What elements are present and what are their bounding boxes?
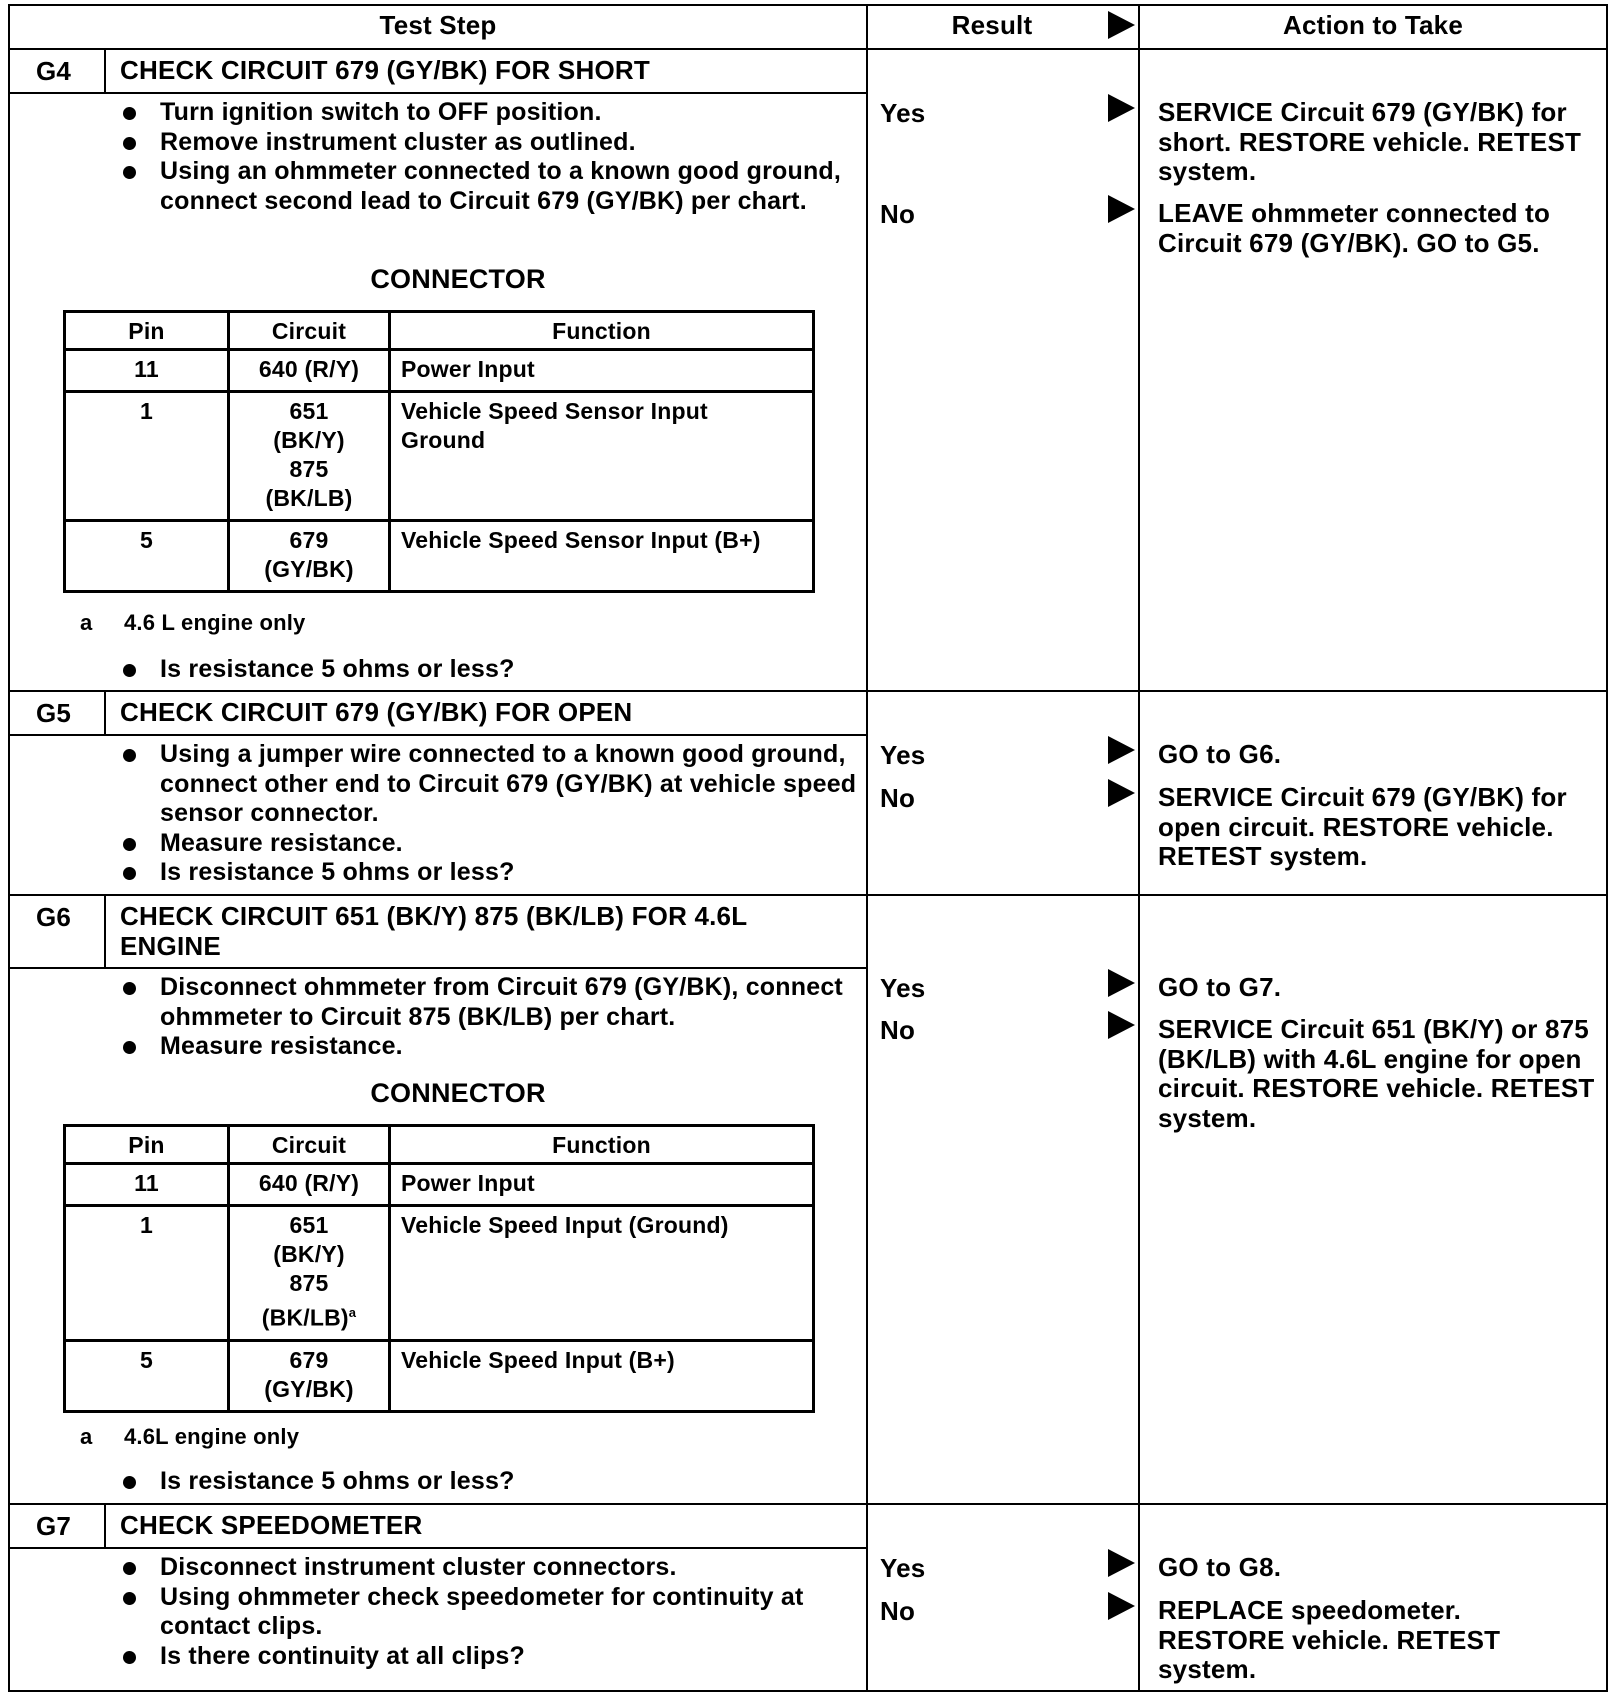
g6-action-yes-text: GO to <box>1158 972 1239 1002</box>
g5-action-yes-ref: G6. <box>1238 739 1282 769</box>
function-cell <box>390 392 814 521</box>
function-cell <box>390 1206 814 1341</box>
g6-step-list <box>118 973 858 1062</box>
function-line: Vehicle Speed Input (Ground) <box>401 1212 729 1238</box>
test-step-result-divider <box>866 4 868 1692</box>
g4-question: Is resistance 5 ohms or less? <box>118 655 858 685</box>
g6-result-no: No <box>880 1015 916 1045</box>
col-header-function: Function <box>390 1126 814 1164</box>
g7-step: Disconnect instrument cluster connectors. <box>118 1553 858 1583</box>
function-line: Power Input <box>401 356 535 382</box>
g5-code-divider <box>104 690 106 734</box>
g4-action-no <box>1158 199 1598 258</box>
g4-step-list <box>118 98 858 216</box>
circuit-cell <box>229 1164 390 1206</box>
g6-no-arrow-icon <box>1108 1011 1135 1039</box>
circuit-line: 640 (R/Y) <box>258 356 360 382</box>
g7-action-yes-text: GO to <box>1158 1552 1239 1582</box>
function-cell <box>390 521 814 592</box>
circuit-line: 640 (R/Y) <box>258 1170 360 1196</box>
g6-action-yes <box>1158 973 1598 1003</box>
g4-title-divider <box>8 92 868 94</box>
g4-action-no-text: LEAVE ohmmeter connected to Circuit 679 (GY/BK). GO to <box>1158 198 1551 258</box>
g6-action-yes-ref: G7. <box>1238 972 1282 1002</box>
g4-action-yes <box>1158 98 1598 187</box>
circuit-line: 875 <box>289 456 329 482</box>
g7-result-yes: Yes <box>880 1553 926 1583</box>
g4-no-arrow-icon <box>1108 195 1135 223</box>
header-arrow-icon <box>1108 11 1135 39</box>
g7-code: G7 <box>36 1511 72 1541</box>
table-header-row <box>65 1126 814 1164</box>
table-row <box>65 521 814 592</box>
g6-step: Measure resistance. <box>118 1032 858 1062</box>
footnote-mark: a <box>80 610 93 635</box>
table-row <box>65 350 814 392</box>
g7-step: Using ohmmeter check speedometer for continuity at contact clips. <box>118 1583 858 1642</box>
g7-yes-arrow-icon <box>1108 1549 1135 1577</box>
footnote-text: 4.6L engine only <box>124 1424 300 1449</box>
circuit-line <box>240 1298 378 1333</box>
function-cell <box>390 1340 814 1411</box>
g5-title: CHECK CIRCUIT 679 (GY/BK) FOR OPEN <box>120 697 633 727</box>
g5-step-list <box>118 740 858 888</box>
g5-result-no: No <box>880 783 916 813</box>
table-row <box>65 1164 814 1206</box>
circuit-cell <box>229 350 390 392</box>
g5-action-no-text: SERVICE Circuit 679 (GY/BK) for open circuit. RESTORE vehicle. RETEST system. <box>1158 782 1567 871</box>
header-result: Result <box>951 10 1033 40</box>
g4-question-list <box>118 655 858 685</box>
function-line: Vehicle Speed Input (B+) <box>401 1346 675 1373</box>
table-top-border <box>8 4 1608 6</box>
result-action-divider <box>1138 4 1140 1692</box>
g5-title-divider <box>8 734 868 736</box>
pin-cell: 11 <box>65 350 229 392</box>
g7-action-no-text: REPLACE speedometer. RESTORE vehicle. RETEST system. <box>1158 1595 1501 1684</box>
pin-cell: 11 <box>65 1164 229 1206</box>
g6-code-divider <box>104 894 106 967</box>
g7-action-no <box>1158 1596 1578 1685</box>
pin-cell: 5 <box>65 1340 229 1411</box>
circuit-line: 651 <box>289 1212 329 1238</box>
footnote-text: 4.6 L engine only <box>124 610 306 635</box>
table-header-row <box>65 312 814 350</box>
g6-question: Is resistance 5 ohms or less? <box>118 1467 858 1497</box>
function-line: Vehicle Speed Sensor Input <box>401 398 708 424</box>
table-right-border <box>1606 4 1608 1692</box>
g4-step: Using an ohmmeter connected to a known good ground, connect second lead to Circuit 679 (GY/BK) per chart. <box>118 157 858 216</box>
g6-connector-table <box>63 1124 815 1413</box>
pin-cell: 1 <box>65 1206 229 1341</box>
circuit-line: 679 <box>289 1346 329 1373</box>
g6-title: CHECK CIRCUIT 651 (BK/Y) 875 (BK/LB) FOR 4.6L ENGINE <box>120 901 747 961</box>
pin-cell: 5 <box>65 521 229 592</box>
g4-code: G4 <box>36 56 72 86</box>
function-cell <box>390 1164 814 1206</box>
g5-action-yes-text: GO to <box>1158 739 1239 769</box>
g6-footnote <box>80 1424 299 1450</box>
g6-g7-divider <box>8 1503 1608 1505</box>
g7-step-list <box>118 1553 858 1671</box>
g6-code: G6 <box>36 902 72 932</box>
g5-code: G5 <box>36 698 72 728</box>
circuit-line: 679 <box>289 527 329 553</box>
g6-action-no-text: SERVICE Circuit 651 (BK/Y) or 875 (BK/LB) with 4.6L engine for open circuit. RESTORE vehicle. RETEST system. <box>1158 1014 1595 1133</box>
g5-yes-arrow-icon <box>1108 736 1135 764</box>
g4-connector-title: CONNECTOR <box>370 264 546 294</box>
g6-yes-arrow-icon <box>1108 969 1135 997</box>
function-cell <box>390 350 814 392</box>
g5-g6-divider <box>8 894 1608 896</box>
g6-step: Disconnect ohmmeter from Circuit 679 (GY/BK), connect ohmmeter to Circuit 875 (BK/LB) per chart. <box>118 973 858 1032</box>
g4-action-no-ref: G5. <box>1497 227 1540 258</box>
g4-step: Turn ignition switch to OFF position. <box>118 98 858 128</box>
col-header-pin: Pin <box>65 312 229 350</box>
table-row <box>65 1206 814 1341</box>
g4-step: Remove instrument cluster as outlined. <box>118 128 858 158</box>
table-left-border <box>8 4 10 1692</box>
table-row <box>65 1340 814 1411</box>
circuit-line: (GY/BK) <box>264 1375 354 1402</box>
circuit-line: 651 <box>289 398 329 424</box>
g7-action-yes-ref: G8. <box>1238 1552 1282 1582</box>
g7-action-yes <box>1158 1553 1598 1583</box>
g4-connector-table <box>63 310 815 593</box>
g4-title: CHECK CIRCUIT 679 (GY/BK) FOR SHORT <box>120 55 650 85</box>
circuit-line-text: (BK/LB) <box>261 1304 349 1331</box>
g7-code-divider <box>104 1503 106 1547</box>
g4-result-yes: Yes <box>880 98 926 128</box>
col-header-circuit: Circuit <box>229 1126 390 1164</box>
g4-action-yes-text: SERVICE Circuit 679 (GY/BK) for short. RESTORE vehicle. RETEST system. <box>1158 97 1582 186</box>
circuit-line: (BK/LB) <box>265 485 353 511</box>
g5-action-yes <box>1158 740 1598 770</box>
g4-result-no: No <box>880 199 916 229</box>
header-divider <box>8 48 1608 50</box>
g4-yes-arrow-icon <box>1108 94 1135 122</box>
g6-title-divider <box>8 967 868 969</box>
circuit-cell <box>229 1340 390 1411</box>
footnote-mark: a <box>80 1424 93 1449</box>
circuit-line: 875 <box>289 1270 329 1296</box>
g6-connector-title: CONNECTOR <box>370 1078 546 1108</box>
g7-question: Is there continuity at all clips? <box>118 1642 858 1672</box>
pin-cell: 1 <box>65 392 229 521</box>
circuit-cell <box>229 521 390 592</box>
footnote-ref-mark: a <box>348 1305 357 1320</box>
table-row <box>65 392 814 521</box>
g5-action-no <box>1158 783 1598 872</box>
g5-step: Using a jumper wire connected to a known good ground, connect other end to Circuit 679 (GY/BK) at vehicle speed sensor connector. <box>118 740 858 829</box>
header-test-step: Test Step <box>379 10 497 40</box>
circuit-cell <box>229 392 390 521</box>
col-header-function: Function <box>390 312 814 350</box>
g5-no-arrow-icon <box>1108 779 1135 807</box>
g7-title: CHECK SPEEDOMETER <box>120 1510 423 1540</box>
function-line: Ground <box>401 427 486 453</box>
function-line: Power Input <box>401 1170 535 1196</box>
g4-footnote <box>80 610 305 636</box>
circuit-cell <box>229 1206 390 1341</box>
function-line: Vehicle Speed Sensor Input (B+) <box>401 527 761 553</box>
g5-result-yes: Yes <box>880 740 926 770</box>
col-header-circuit: Circuit <box>229 312 390 350</box>
col-header-pin: Pin <box>65 1126 229 1164</box>
circuit-line: (BK/Y) <box>273 1241 345 1267</box>
header-action: Action to Take <box>1282 10 1463 40</box>
g6-action-no <box>1158 1015 1598 1133</box>
g6-result-yes: Yes <box>880 973 926 1003</box>
g7-title-divider <box>8 1547 868 1549</box>
circuit-line: (BK/Y) <box>273 427 345 453</box>
g7-result-no: No <box>880 1596 916 1626</box>
g4-code-divider <box>104 48 106 92</box>
g5-question: Is resistance 5 ohms or less? <box>118 858 858 888</box>
g6-question-list <box>118 1467 858 1497</box>
table-bottom-border <box>8 1690 1608 1692</box>
g5-step: Measure resistance. <box>118 829 858 859</box>
circuit-line: (GY/BK) <box>264 556 354 582</box>
g4-g5-divider <box>8 690 1608 692</box>
g7-no-arrow-icon <box>1108 1592 1135 1620</box>
